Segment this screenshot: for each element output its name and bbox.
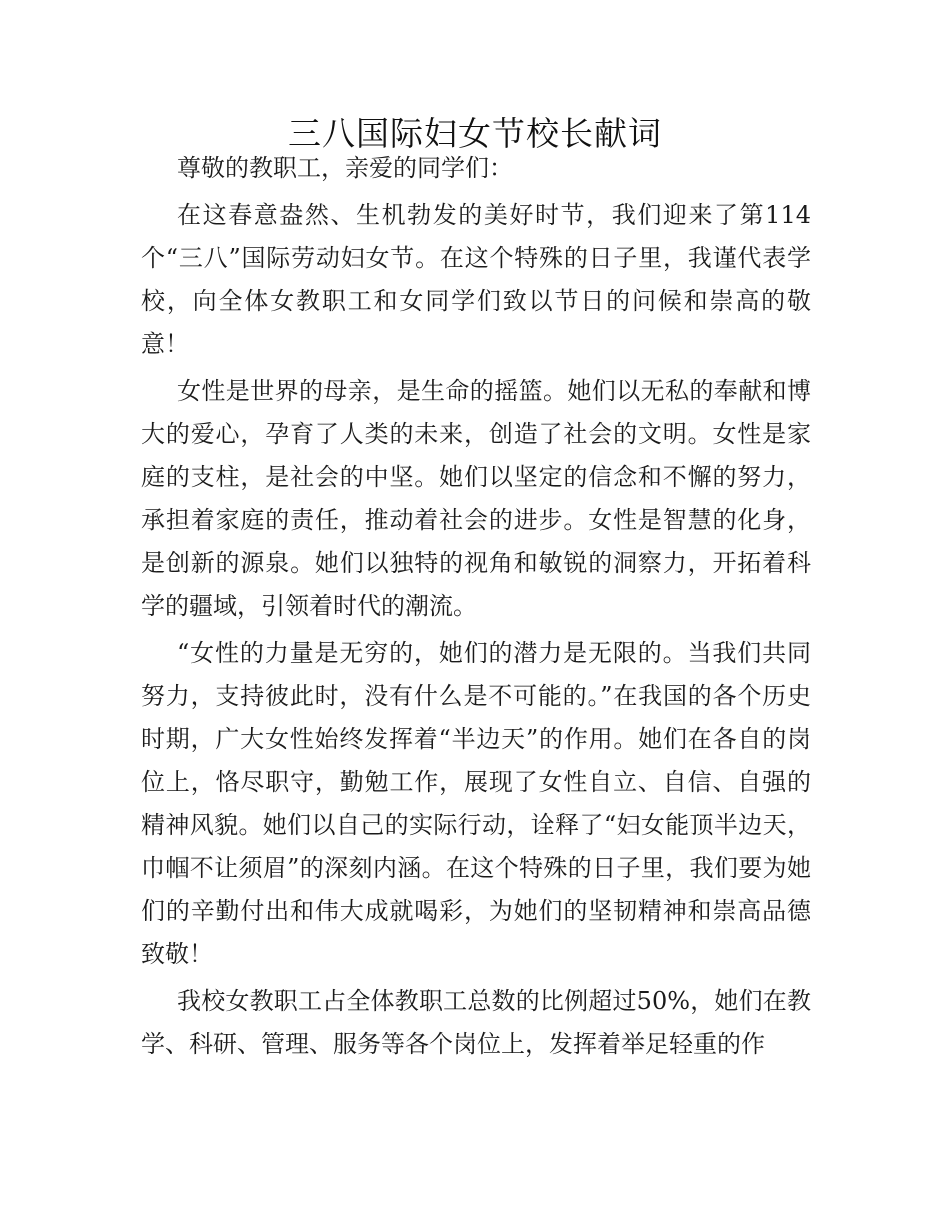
document-title: 三八国际妇女节校长献词 [288, 114, 662, 153]
paragraph-4: 我校女教职工占全体教职工总数的比例超过50%，她们在教学、科研、管理、服务等各个岗位上，发挥着举足轻重的作 [141, 987, 811, 1058]
paragraph-3: “女性的力量是无穷的，她们的潜力是无限的。当我们共同努力，支持彼此时，没有什么是不可能的。”在我国的各个历史时期，广大女性始终发挥着“半边天”的作用。她们在各自的岗位上，恪尽职守，勤勉工作，展现了女性自立、自信、自强的精神风貌。她们以自己的实际行动，诠释了“妇女能顶半边天，巾帼不让须眉”的深刻内涵。在这个特殊的日子里，我们要为她们的辛勤付出和伟大成就喝彩，为她们的坚韧精神和崇高品德致敬！ [141, 639, 811, 968]
document-body [141, 147, 811, 1066]
paragraph-1: 在这春意盎然、生机勃发的美好时节，我们迎来了第114个“三八”国际劳动妇女节。在这个特殊的日子里，我谨代表学校，向全体女教职工和女同学们致以节日的问候和崇高的敬意！ [141, 201, 811, 358]
greeting-line: 尊敬的教职工，亲爱的同学们： [177, 154, 513, 182]
paragraph-2: 女性是世界的母亲，是生命的摇篮。她们以无私的奉献和博大的爱心，孕育了人类的未来，创造了社会的文明。女性是家庭的支柱，是社会的中坚。她们以坚定的信念和不懈的努力，承担着家庭的责任，推动着社会的进步。女性是智慧的化身，是创新的源泉。她们以独特的视角和敏锐的洞察力，开拓着科学的疆域，引领着时代的潮流。 [141, 377, 811, 620]
